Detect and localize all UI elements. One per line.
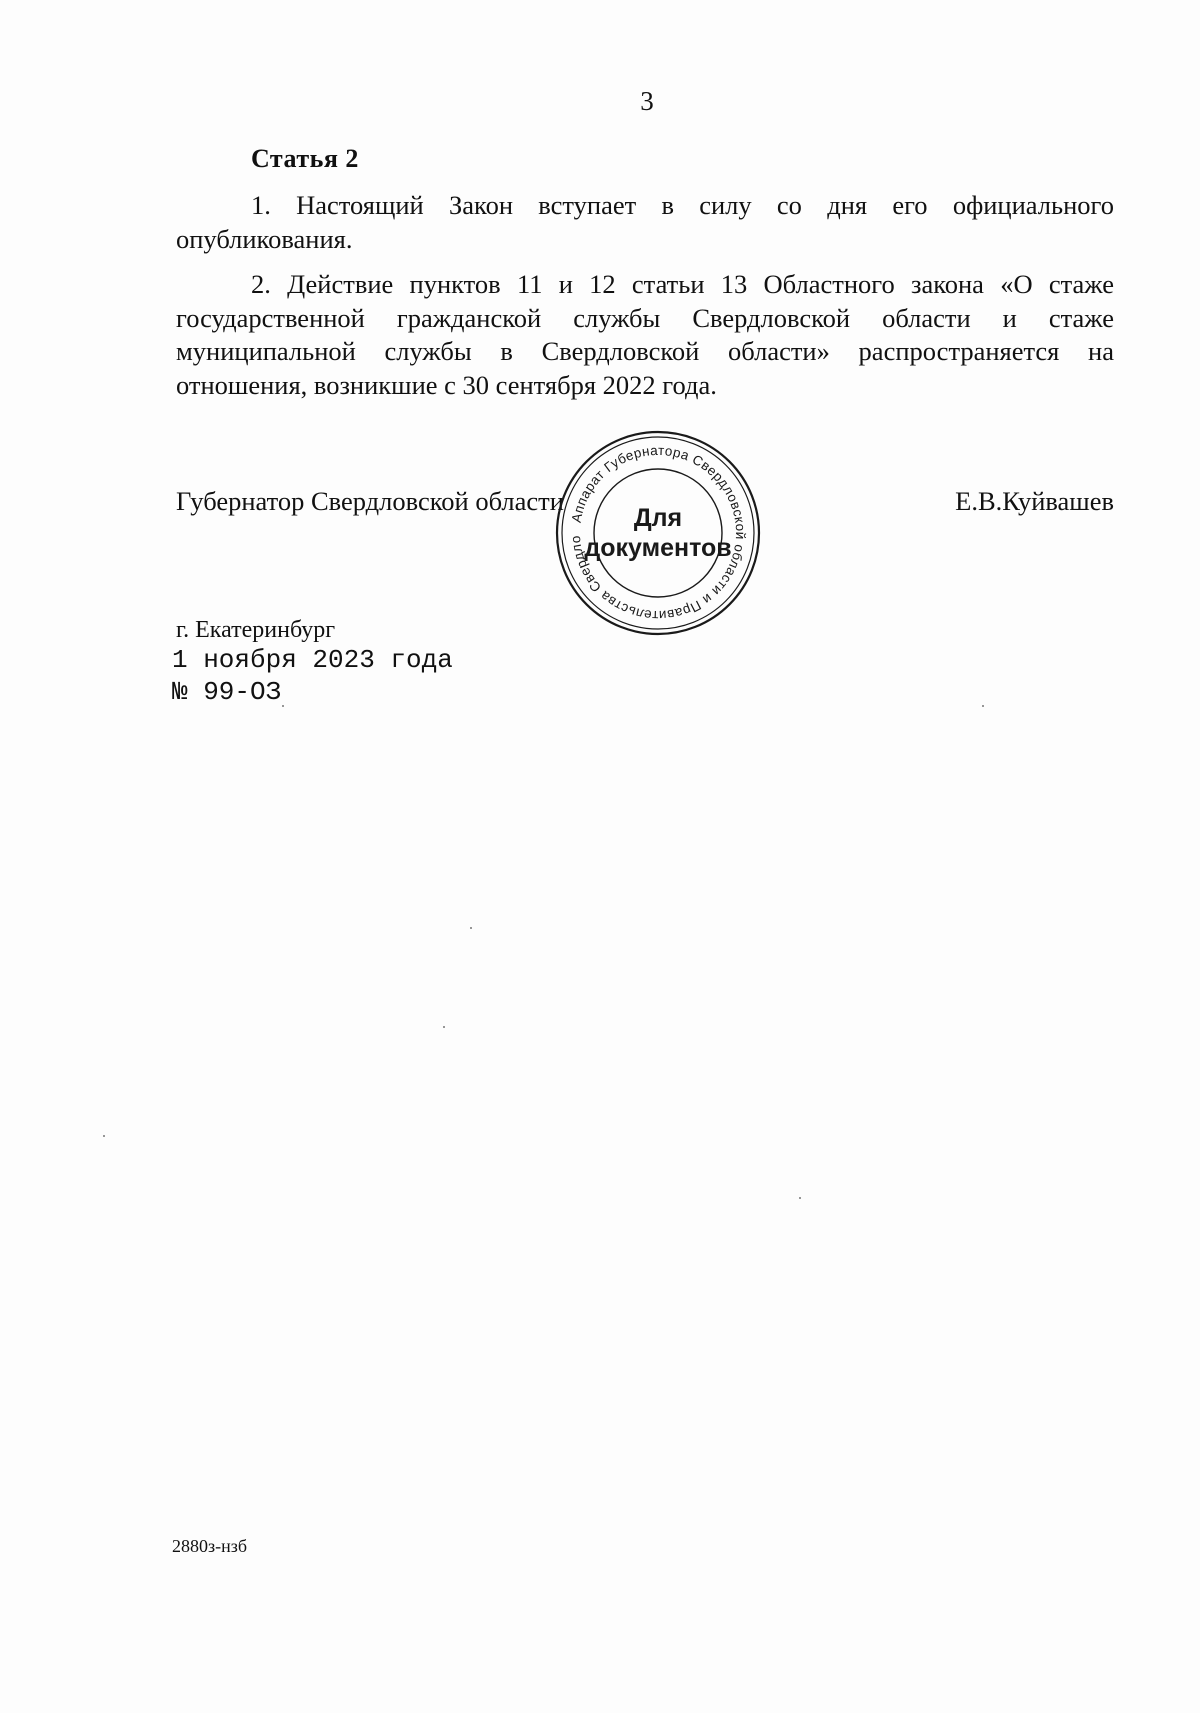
scan-speck [282, 705, 284, 707]
scan-speck [470, 927, 472, 929]
stamp-center-line-2: документов [584, 534, 732, 562]
scan-speck [799, 1197, 801, 1199]
official-stamp [553, 428, 763, 638]
article-heading: Статья 2 [251, 144, 359, 173]
stamp-center-line-1: Для [633, 504, 683, 532]
law-number: № 99-ОЗ [172, 677, 282, 707]
article-paragraph-2: 2. Действие пунктов 11 и 12 статьи 13 Областного закона «О стаже государственной гражданской службы Свердловской области и стаже муниципальной службы в Свердловской области» распространяется на отношения, возникшие с 30 сентября 2022 года. [176, 269, 1114, 400]
article-paragraph-1: 1. Настоящий Закон вступает в силу со дня его официального опубликования. [176, 190, 1114, 254]
stamp-center-text [553, 428, 763, 638]
place-date-block [172, 617, 453, 708]
law-date: 1 ноября 2023 года [172, 645, 453, 675]
signer-name: Е.В.Куйвашев [955, 486, 1114, 516]
scan-speck [103, 1135, 105, 1137]
scan-speck [443, 1026, 445, 1028]
scan-speck [982, 705, 984, 707]
stamp-ring-text: Аппарат Губернатора Свердловской области и Правительства Свердло [567, 442, 749, 624]
city-label: г. Екатеринбург [176, 617, 336, 643]
document-code: 2880з-нзб [172, 1536, 248, 1556]
signer-position: Губернатор Свердловской области [176, 486, 564, 516]
page-number: 3 [640, 86, 654, 116]
